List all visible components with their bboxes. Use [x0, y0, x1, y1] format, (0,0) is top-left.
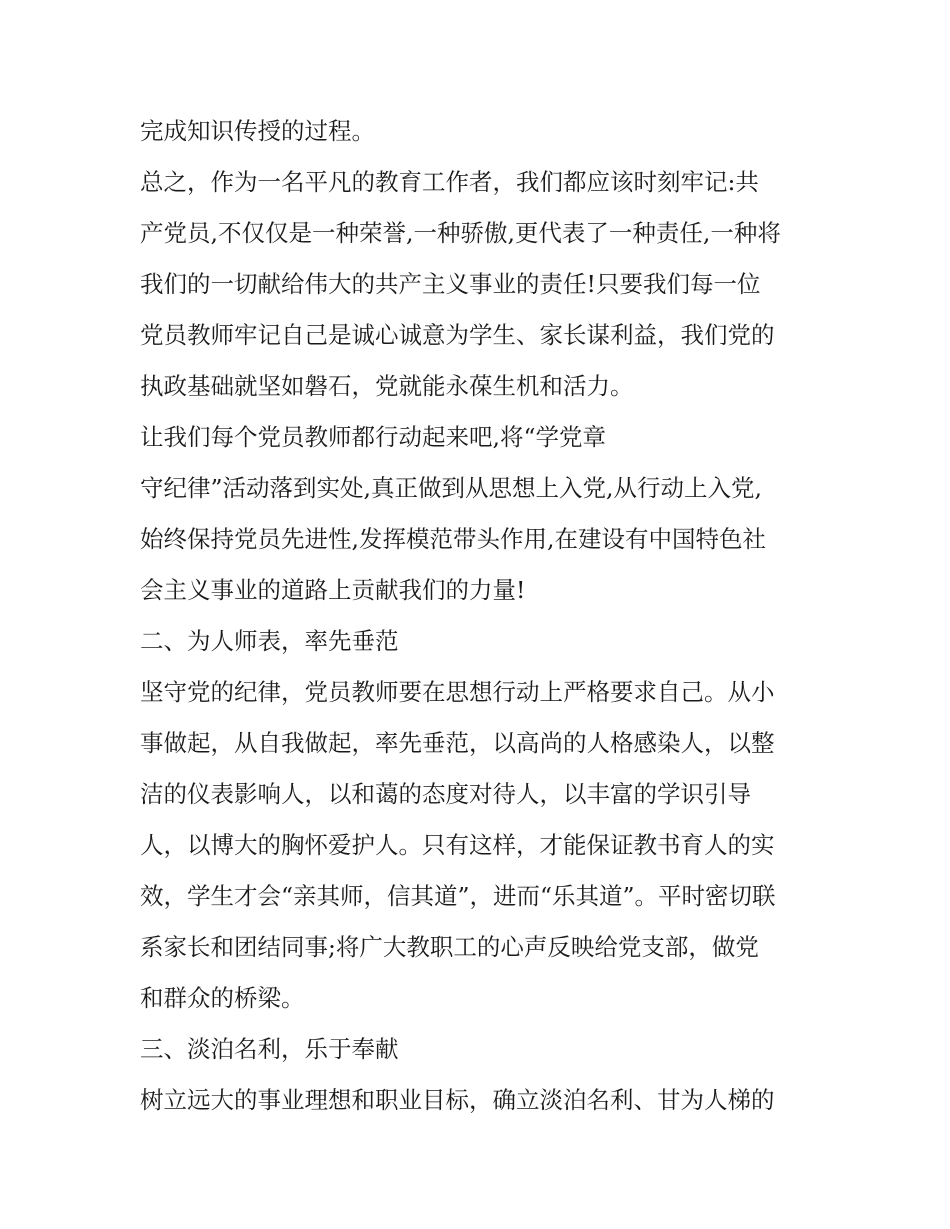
text-line: 让我们每个党员教师都行动起来吧,将“学党章 [140, 423, 606, 451]
text-line: 党员教师牢记自己是诚心诚意为学生、家长谋利益，我们党的 [140, 321, 775, 349]
section-heading: 二、为人师表，率先垂范 [140, 627, 399, 655]
text-line: 会主义事业的道路上贡献我们的力量! [140, 576, 526, 604]
text-line: 人，以博大的胸怀爱护人。只有这样，才能保证教书育人的实 [140, 831, 775, 859]
text-line: 系家长和团结同事;将广大教职工的心声反映给党支部，做党 [140, 933, 759, 961]
text-line: 和群众的桥梁。 [140, 984, 305, 1012]
text-line: 守纪律”活动落到实处,真正做到从思想上入党,从行动上入党, [140, 474, 762, 502]
text-line: 始终保持党员先进性,发挥模范带头作用,在建设有中国特色社 [140, 525, 766, 553]
text-line: 树立远大的事业理想和职业目标，确立淡泊名利、甘为人梯的 [140, 1086, 775, 1114]
text-line: 产党员,不仅仅是一种荣誉,一种骄傲,更代表了一种责任,一种将 [140, 219, 781, 247]
text-line: 执政基础就坚如磐石，党就能永葆生机和活力。 [140, 372, 634, 400]
document-body [140, 106, 820, 1126]
text-line: 我们的一切献给伟大的共产主义事业的责任!只要我们每一位 [140, 270, 761, 298]
section-heading: 三、淡泊名利，乐于奉献 [140, 1035, 399, 1063]
text-line: 总之，作为一名平凡的教育工作者，我们都应该时刻牢记:共 [140, 168, 759, 196]
text-line: 坚守党的纪律，党员教师要在思想行动上严格要求自己。从小 [140, 678, 775, 706]
text-line: 完成知识传授的过程。 [140, 117, 375, 145]
text-line: 事做起，从自我做起，率先垂范，以高尚的人格感染人，以整 [140, 729, 775, 757]
text-line: 效，学生才会“亲其师，信其道”，进而“乐其道”。平时密切联 [140, 882, 776, 910]
text-line: 洁的仪表影响人，以和蔼的态度对待人，以丰富的学识引导 [140, 780, 751, 808]
